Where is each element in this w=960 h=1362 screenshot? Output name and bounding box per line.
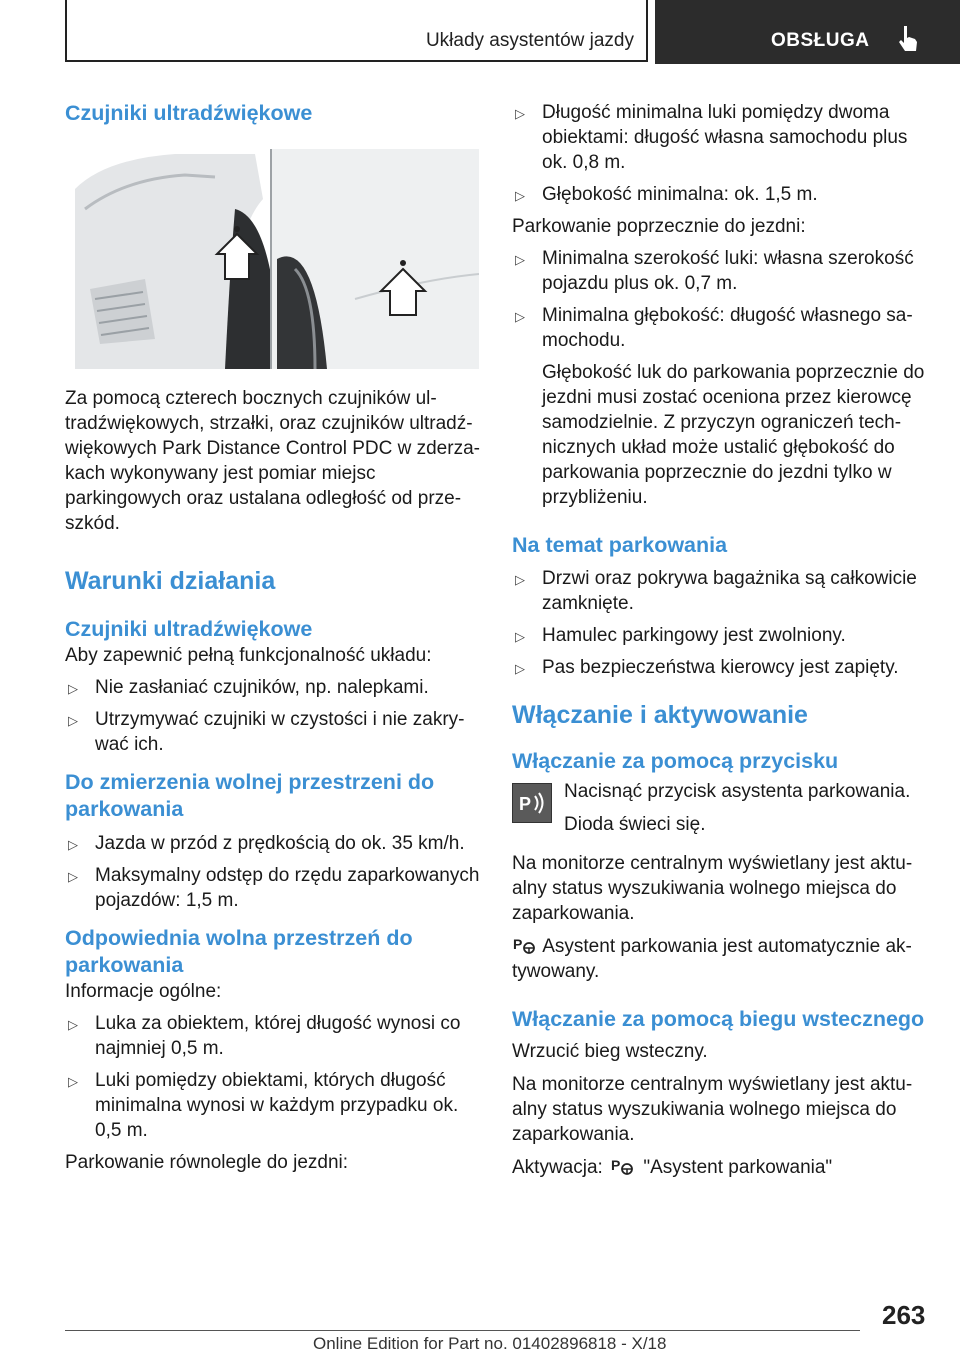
monitor-status-text: Na monitorze centralnym wyświetlany jest aktualny status wyszukiwania wolnego miejsca do zaparkowania. (512, 853, 913, 924)
heading-measure-space: Do zmierzenia wolnej przestrzeni do parkowania (65, 770, 435, 821)
heading-ultrasonic-sensors: Czujniki ultradźwiękowe (65, 101, 313, 125)
perpendicular-parking-label: Parkowanie poprzecznie do jezdni: (512, 216, 806, 237)
button-instruction (512, 779, 928, 837)
hand-pointer-icon (895, 24, 921, 54)
activation-label: Aktywacja: (512, 1157, 603, 1178)
triangle-bullet-icon: ▷ (68, 681, 78, 696)
triangle-bullet-icon: ▷ (515, 188, 525, 203)
heading-about-parking: Na temat parkowania (512, 533, 728, 557)
heading-switch-on-reverse: Włączanie za pomocą biegu wstecznego (512, 1007, 925, 1031)
intro-paragraph: Za pomocą czterech bocznych czujników ultradźwiękowych, strzałki, oraz czujników ultradźwiękowych Park Distance Control PDC w zderzakach wykonywany jest pomiar miejsc parkingowych oraz ustalana odległość od przeszkód. (65, 388, 480, 534)
list-item: ▷ Luka za obiektem, której długość wynosi co najmniej 0,5 m. (68, 1013, 461, 1059)
footer-divider (65, 1330, 860, 1331)
list-item: ▷ Jazda w przód z prędkością do ok. 35 km/h. (65, 831, 483, 856)
footer-edition: Online Edition for Part no. 01402896818 - X/18 (313, 1334, 667, 1353)
perpendicular-note: Głębokość luk do parkowania poprzecznie do jezdni musi zostać oceniona przez kierowcę samodzielnie. Z przyczyn ograniczeń technicznych układ może ustalić głębokość do parkowania poprzecznie do jezdni tylko w przybliżeniu. (542, 362, 925, 508)
svg-text:P: P (519, 794, 532, 814)
triangle-bullet-icon: ▷ (68, 1074, 78, 1089)
list-item: ▷ Głębokość minimalna: ok. 1,5 m. (512, 182, 928, 207)
header-chapter-box (655, 0, 960, 64)
page-number: 263 (882, 1300, 926, 1330)
triangle-bullet-icon: ▷ (68, 713, 78, 728)
heading-suitable-space: Odpowiednia wolna przestrzeń do parkowania (65, 926, 413, 977)
triangle-bullet-icon: ▷ (515, 629, 525, 644)
triangle-bullet-icon: ▷ (68, 1017, 78, 1032)
activation-item: "Asystent parkowania" (643, 1157, 833, 1178)
list-item: ▷ Utrzymywać czujniki w czystości i nie zakrywać ich. (68, 709, 465, 755)
left-column (65, 100, 483, 1175)
park-assist-icon (608, 1156, 638, 1176)
svg-text:P: P (513, 936, 523, 952)
header-chapter-title: OBSŁUGA (771, 30, 870, 51)
space-intro: Informacje ogólne: (65, 981, 222, 1002)
led-lit-text: Dioda świeci się. (564, 814, 706, 835)
list-item: ▷ Długość minimalna luki pomiędzy dwoma obiektami: długość własna samochodu plus ok. 0,8 m. (515, 102, 908, 173)
triangle-bullet-icon: ▷ (68, 837, 78, 852)
triangle-bullet-icon: ▷ (515, 661, 525, 676)
list-item: ▷ Minimalna głębokość: długość własnego samochodu. (515, 305, 913, 351)
triangle-bullet-icon: ▷ (515, 572, 525, 587)
measure-list (65, 831, 483, 913)
about-list (512, 566, 928, 680)
triangle-bullet-icon: ▷ (68, 869, 78, 884)
heading-ultrasonic-sensors-2: Czujniki ultradźwiękowe (65, 617, 313, 641)
space-list (65, 1011, 483, 1143)
right-column (512, 100, 928, 1180)
press-button-text: Nacisnąć przycisk asystenta parkowania. (564, 781, 911, 802)
heading-switch-on: Włączanie i aktywowanie (512, 701, 808, 729)
auto-activation-text: P Asystent parkowania jest automatycznie aktywowany. (512, 936, 912, 982)
list-item: ▷ Hamulec parkingowy jest zwolniony. (512, 623, 928, 648)
heading-switch-on-button: Włączanie za pomocą przycisku (512, 749, 839, 773)
sensors-list (65, 675, 483, 757)
park-assist-button-icon (512, 783, 552, 823)
list-item: ▷ Maksymalny odstęp do rzędu zaparkowanych pojazdów: 1,5 m. (68, 865, 480, 911)
header-section-title: Układy asystentów jazdy (425, 30, 634, 51)
triangle-bullet-icon: ▷ (515, 106, 525, 121)
triangle-bullet-icon: ▷ (515, 252, 525, 267)
park-assist-icon (512, 935, 538, 955)
monitor-status-text-2: Na monitorze centralnym wyświetlany jest aktualny status wyszukiwania wolnego miejsca do zaparkowania. (512, 1074, 913, 1145)
list-item: ▷ Luki pomiędzy obiektami, których długość minimalna wynosi w każdym przypadku ok. 0,5 m. (68, 1070, 459, 1141)
car-sensor-illustration (65, 149, 479, 369)
list-item: ▷ Pas bezpieczeństwa kierowcy jest zapięty. (512, 655, 928, 680)
reverse-gear-text: Wrzucić bieg wsteczny. (512, 1041, 708, 1062)
page-header (65, 0, 960, 64)
sensors-intro: Aby zapewnić pełną funkcjonalność układu: (65, 645, 432, 666)
activation-line (512, 1155, 928, 1180)
list-item: ▷ Drzwi oraz pokrywa bagażnika są całkowicie zamknięte. (515, 568, 917, 614)
parallel-list (512, 100, 928, 207)
heading-operating-conditions: Warunki działania (65, 567, 276, 595)
parallel-parking-label: Parkowanie równolegle do jezdni: (65, 1152, 349, 1173)
svg-text:P: P (611, 1157, 621, 1173)
list-item: ▷ Minimalna szerokość luki: własna szerokość pojazdu plus ok. 0,7 m. (515, 248, 914, 294)
list-item: ▷ Nie zasłaniać czujników, np. nalepkami. (65, 675, 483, 700)
header-section-box (65, 0, 648, 62)
triangle-bullet-icon: ▷ (515, 309, 525, 324)
perpendicular-list (512, 246, 928, 353)
